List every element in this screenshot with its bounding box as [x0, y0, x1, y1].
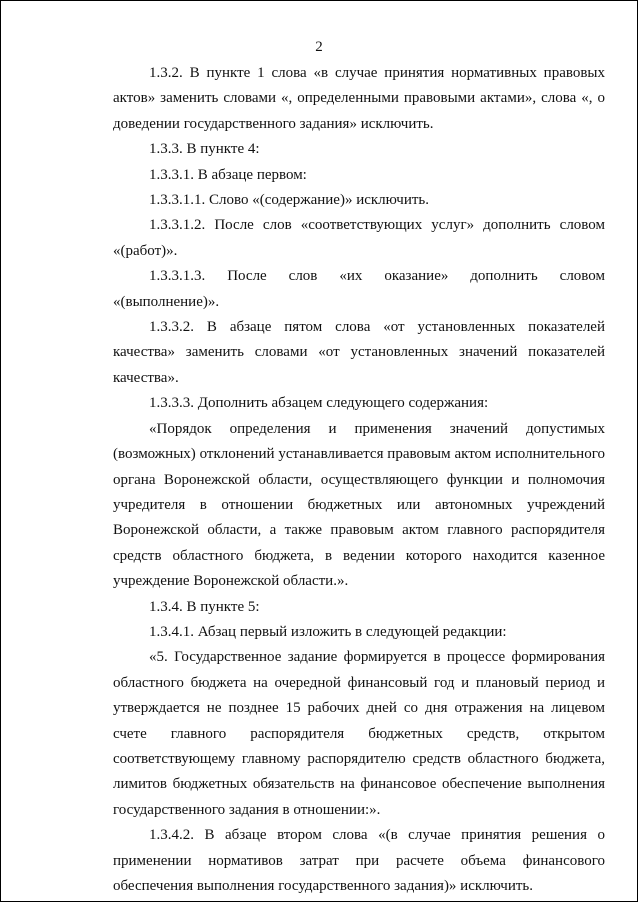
document-body [113, 61, 605, 899]
paragraph: 1.3.3. В пункте 4: [149, 141, 260, 158]
paragraph: 1.3.3.1. В абзаце первом: [149, 166, 307, 183]
paragraph: 1.3.4. В пункте 5: [149, 598, 260, 615]
page-number: 2 [315, 39, 323, 55]
paragraph: 1.3.3.3. Дополнить абзацем следующего содержания: [149, 395, 489, 412]
paragraph: 1.3.4.2. В абзаце втором слова «(в случае принятия решения о применении нормативов затрат при расчете объема финансового обеспечения выполнения государственного задания)» исключить. [113, 827, 605, 894]
paragraph: «5. Государственное задание формируется в процессе формирования областного бюджета на очередной финансовый год и плановый период и утверждается не позднее 15 рабочих дней со дня отражения на лицевом счете главного распорядителя бюджетных средств, открытом соответствующему главному распорядителю средств областного бюджета, лимитов бюджетных обязательств на финансовое обеспечение выполнения государственного задания в отношении:». [113, 649, 605, 818]
paragraph: 1.3.4.1. Абзац первый изложить в следующей редакции: [149, 623, 507, 640]
paragraph: 1.3.3.2. В абзаце пятом слова «от установленных показателей качества» заменить словами «от установленных значений показателей качества». [113, 319, 605, 386]
paragraph: 1.3.2. В пункте 1 слова «в случае принятия нормативных правовых актов» заменить словами «, определенными правовыми актами», слова «, о доведении государственного задания» исключить. [113, 65, 605, 132]
paragraph: 1.3.3.1.3. После слов «их оказание» дополнить словом «(выполнение)». [113, 268, 605, 310]
paragraph: 1.3.3.1.2. После слов «соответствующих услуг» дополнить словом «(работ)». [113, 217, 605, 259]
paragraph: «Порядок определения и применения значений допустимых (возможных) отклонений устанавливается правовым актом исполнительного органа Воронежской области, осуществляющего функции и полномочия учредителя в отношении бюджетных или автономных учреждений Воронежской области, а также правовым актом главного распорядителя средств областного бюджета, в ведении которого находится казенное учреждение Воронежской области.». [113, 420, 605, 590]
paragraph: 1.3.3.1.1. Слово «(содержание)» исключить. [149, 192, 430, 209]
